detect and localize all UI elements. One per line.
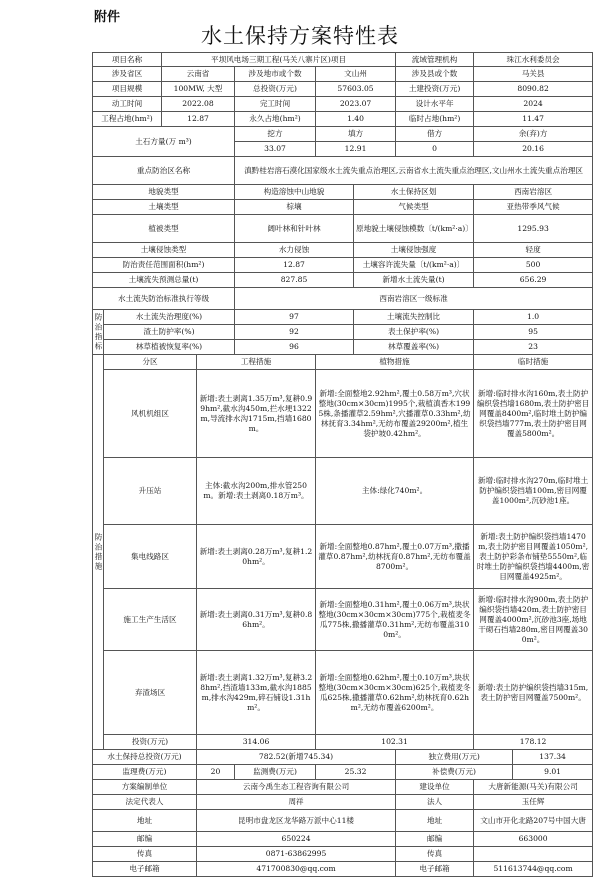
civil-investment-label: 土建投资(万元)	[396, 82, 474, 97]
monitoring-fee-label: 监测费(万元)	[235, 765, 316, 780]
cities: 文山州	[316, 67, 396, 82]
table-row	[93, 651, 593, 735]
legal-rep: 周祥	[197, 795, 396, 810]
target-2: 1.0	[474, 310, 593, 325]
table-row	[93, 589, 593, 651]
scale: 100MW, 大型	[162, 82, 235, 97]
erosion-intensity-label: 土壤侵蚀强度	[354, 243, 474, 258]
engineering-measure: 新增:表土剥离0.28万m³,复耕1.20hm²。	[197, 525, 316, 589]
fax-label: 传真	[93, 847, 197, 862]
builder-label: 建设单位	[396, 780, 474, 795]
target-3: 92	[235, 325, 354, 340]
plant-investment: 102.31	[316, 735, 474, 750]
total-investment-label: 总投资(万元)	[235, 82, 316, 97]
cut-value: 33.07	[235, 142, 316, 157]
total-investment: 57603.05	[316, 82, 396, 97]
finish-time-label: 完工时间	[235, 97, 316, 112]
fill-header: 填方	[316, 127, 396, 142]
vegetation-label: 植被类型	[93, 215, 235, 243]
target-5: 96	[235, 340, 354, 355]
fill-value: 12.91	[316, 142, 396, 157]
borrow-value: 0	[396, 142, 474, 157]
zone-name: 弃渣场区	[104, 651, 197, 735]
basin-org: 珠江水利委员会	[474, 53, 593, 67]
postcode-label: 邮编	[93, 832, 197, 847]
zone-header: 分区	[104, 355, 197, 370]
vegetation: 阔叶林和针叶林	[235, 215, 354, 243]
permanent-area-label: 永久占地(hm²)	[235, 112, 316, 127]
soil-type: 棕壤	[235, 200, 354, 215]
engineering-measure: 新增:表土剥离1.35万m³,复耕0.99hm²,截水沟450m,拦水埂1322m,导流排水沟1715m,挡墙1680m。	[197, 370, 316, 458]
plant-measure: 新增:全面整地0.62hm²,覆土0.10万m³,块状整地(30cm×30cm×30cm)625个,栽植麦冬瓜625株,撒播灌草0.62hm²,幼林抚育0.62hm²,无纺布覆盖6200m²。	[316, 651, 474, 735]
temporary-measure: 新增:临时排水沟270m,临时堆土防护编织袋挡墙100m,密目网覆盖1000m²,沉砂池1座。	[474, 458, 593, 525]
engineering-measure: 新增:表土剥离0.31万m³,复耕0.86hm²。	[197, 589, 316, 651]
scale-label: 项目规模	[93, 82, 162, 97]
civil-investment: 8090.82	[474, 82, 593, 97]
target-4-label: 表土保护率(%)	[354, 325, 474, 340]
compensation-fee: 9.01	[513, 765, 593, 780]
counties: 马关县	[474, 67, 593, 82]
erosion-type: 水力侵蚀	[235, 243, 354, 258]
design-year: 2024	[474, 97, 593, 112]
spoil-header: 余(弃)方	[474, 127, 593, 142]
monitoring-fee: 25.32	[316, 765, 396, 780]
zone-name: 升压站	[104, 458, 197, 525]
target-2-label: 土壤流失控制比	[354, 310, 474, 325]
engineering-header: 工程措施	[197, 355, 316, 370]
page-title: 水土保持方案特性表	[201, 24, 399, 48]
counties-label: 涉及县或个数	[396, 67, 474, 82]
investment-label: 投资(万元)	[104, 735, 197, 750]
supervision-fee: 20	[197, 765, 235, 780]
permanent-area: 1.40	[316, 112, 396, 127]
zone-name: 集电线路区	[104, 525, 197, 589]
temporary-measure: 新增:表土防护编织袋挡墙1470m,表土防护密目网覆盖1050m²,表土防护彩条布铺垫5550m²,临时堆土防护编织袋挡墙4400m,密目网覆盖4925m²。	[474, 525, 593, 589]
target-1-label: 水土流失治理度(%)	[104, 310, 235, 325]
predicted-loss: 827.85	[235, 273, 354, 288]
soil-type-label: 土壤类型	[93, 200, 235, 215]
allowable-loss: 500	[474, 258, 593, 273]
zone-name: 施工生产生活区	[104, 589, 197, 651]
plant-measure: 主体:绿化740m²。	[316, 458, 474, 525]
zoning-label: 水土保持区划	[354, 185, 474, 200]
finish-time: 2023.07	[316, 97, 396, 112]
supervision-fee-label: 监理费(万元)	[93, 765, 197, 780]
cities-label: 涉及地市或个数	[235, 67, 316, 82]
temporary-measure: 新增:临时排水沟900m,表土防护编织袋挡墙420m,表土防护密目网覆盖4000m²,沉砂池3座,场地干砌石挡墙280m,密目网覆盖300m²。	[474, 589, 593, 651]
builder-email: 511613744@qq.com	[474, 862, 593, 877]
legal-rep-label: 法定代表人	[93, 795, 197, 810]
engineering-investment: 314.06	[197, 735, 316, 750]
table-row	[93, 525, 593, 589]
landform: 构造溶蚀中山地貌	[235, 185, 354, 200]
target-6: 23	[474, 340, 593, 355]
target-4: 95	[474, 325, 593, 340]
builder-postcode: 663000	[474, 832, 593, 847]
total-investment-label: 水土保持总投资(万元)	[93, 750, 197, 765]
predicted-loss-label: 土壤流失预测总量(t)	[93, 273, 235, 288]
temporary-measure: 新增:表土防护编织袋挡墙315m,表土防护密目网覆盖7500m²。	[474, 651, 593, 735]
land-area-label: 工程占地(hm²)	[93, 112, 162, 127]
plant-measure: 新增:全面整地2.92hm²,覆土0.58万m³,穴状整地(30cm×30cm)1995个,栽植滇香木1995株,条播灌草2.59hm²,穴播灌草0.33hm²,幼林抚育3.34hm²,无纺布覆盖29200m²,植生袋护坡0.42hm²。	[316, 370, 474, 458]
address-label-2: 地址	[396, 810, 474, 832]
standard-value: 西南岩溶区一级标准	[235, 288, 593, 310]
province-label: 涉及省区	[93, 67, 162, 82]
target-5-label: 林草植被恢复率(%)	[104, 340, 235, 355]
zone-name: 风机机组区	[104, 370, 197, 458]
project-name-label: 项目名称	[93, 53, 162, 67]
responsibility-area: 12.87	[235, 258, 354, 273]
province: 云南省	[162, 67, 235, 82]
legal-person-label: 法人	[396, 795, 474, 810]
characteristics-table	[92, 52, 593, 877]
prep-fax: 0871-63862995	[197, 847, 396, 862]
spoil-value: 20.16	[474, 142, 593, 157]
compensation-fee-label: 补偿费(万元)	[396, 765, 513, 780]
cut-header: 挖方	[235, 127, 316, 142]
land-area: 12.87	[162, 112, 235, 127]
engineering-measure: 新增:表土剥离1.32万m³,复耕3.28hm²,挡渣墙133m,截水沟1885m,排水沟429m,碎石铺设1.31hm²。	[197, 651, 316, 735]
independent-fee-label: 独立费用(万元)	[396, 750, 513, 765]
fax-label-2: 传真	[396, 847, 474, 862]
address-label: 地址	[93, 810, 197, 832]
target-1: 97	[235, 310, 354, 325]
standard-label: 水土流失防治标准执行等级	[93, 288, 235, 310]
email-label-2: 电子邮箱	[396, 862, 474, 877]
independent-fee: 137.34	[513, 750, 593, 765]
target-6-label: 林草覆盖率(%)	[354, 340, 474, 355]
allowable-loss-label: 土壤容许流失量〔t/(km²·a)〕	[354, 258, 474, 273]
temporary-header: 临时措施	[474, 355, 593, 370]
builder: 大唐新能源(马关)有限公司	[474, 780, 593, 795]
erosion-type-label: 土壤侵蚀类型	[93, 243, 235, 258]
erosion-intensity: 轻度	[474, 243, 593, 258]
temporary-investment: 178.12	[474, 735, 593, 750]
plant-measure: 新增:全面整地0.31hm²,覆土0.06万m³,块状整地(30cm×30cm×30cm)775个,栽植麦冬瓜775株,撒播灌草0.31hm²,无纺布覆盖3100m²。	[316, 589, 474, 651]
erosion-modulus-label: 原地貌土壤侵蚀模数〔t/(km²·a)〕	[354, 215, 474, 243]
earthwork-label: 土石方量(万 m³)	[93, 127, 235, 157]
climate: 亚热带季风气候	[474, 200, 593, 215]
borrow-header: 借方	[396, 127, 474, 142]
key-area-label: 重点防治区名称	[93, 157, 235, 185]
new-loss: 656.29	[474, 273, 593, 288]
temporary-area-label: 临时占地(hm²)	[396, 112, 474, 127]
email-label: 电子邮箱	[93, 862, 197, 877]
design-year-label: 设计水平年	[396, 97, 474, 112]
targets-group-label: 防治指标	[93, 310, 104, 355]
prep-email: 471700830@qq.com	[197, 862, 396, 877]
measures-group-label: 防治措施	[93, 355, 104, 750]
temporary-area: 11.47	[474, 112, 593, 127]
total-investment: 782.52(新增745.34)	[197, 750, 396, 765]
table-row	[93, 370, 593, 458]
target-3-label: 渣土防护率(%)	[104, 325, 235, 340]
plant-measure: 新增:全面整地0.87hm²,覆土0.07万m³,撒播灌草0.87hm²,幼林抚育0.87hm²,无纺布覆盖8700m²。	[316, 525, 474, 589]
prep-unit: 云南今禹生态工程咨询有限公司	[197, 780, 396, 795]
builder-address: 文山市开化北路207号中国大唐	[474, 810, 593, 832]
temporary-measure: 新增:临时排水沟160m,表土防护编织袋挡墙1680m,表土防护密目网覆盖8400m²,临时堆土防护编织袋挡墙777m,表土防护密目网覆盖5800m²。	[474, 370, 593, 458]
landform-label: 地貌类型	[93, 185, 235, 200]
new-loss-label: 新增水土流失量(t)	[354, 273, 474, 288]
climate-label: 气候类型	[354, 200, 474, 215]
legal-person: 玉任辉	[474, 795, 593, 810]
start-time-label: 动工时间	[93, 97, 162, 112]
prep-address: 昆明市盘龙区龙华路万派中心11楼	[197, 810, 396, 832]
plant-header: 植物措施	[316, 355, 474, 370]
key-area-value: 滇黔桂岩溶石漠化国家级水土流失重点治理区,云南省水土流失重点治理区,文山州水土流失重点治理区	[235, 157, 593, 185]
engineering-measure: 主体:截水沟200m,排水管250m。新增:表土剥离0.18万m³。	[197, 458, 316, 525]
builder-fax	[474, 847, 593, 862]
zoning: 西南岩溶区	[474, 185, 593, 200]
prep-unit-label: 方案编制单位	[93, 780, 197, 795]
start-time: 2022.08	[162, 97, 235, 112]
postcode-label-2: 邮编	[396, 832, 474, 847]
basin-org-label: 流域管理机构	[396, 53, 474, 67]
attachment-label: 附件	[94, 10, 121, 25]
project-name: 平坝风电场三期工程(马关八寨片区)项目	[162, 53, 396, 67]
table-row	[93, 458, 593, 525]
erosion-modulus: 1295.93	[474, 215, 593, 243]
responsibility-area-label: 防治责任范围面积(hm²)	[93, 258, 235, 273]
prep-postcode: 650224	[197, 832, 396, 847]
